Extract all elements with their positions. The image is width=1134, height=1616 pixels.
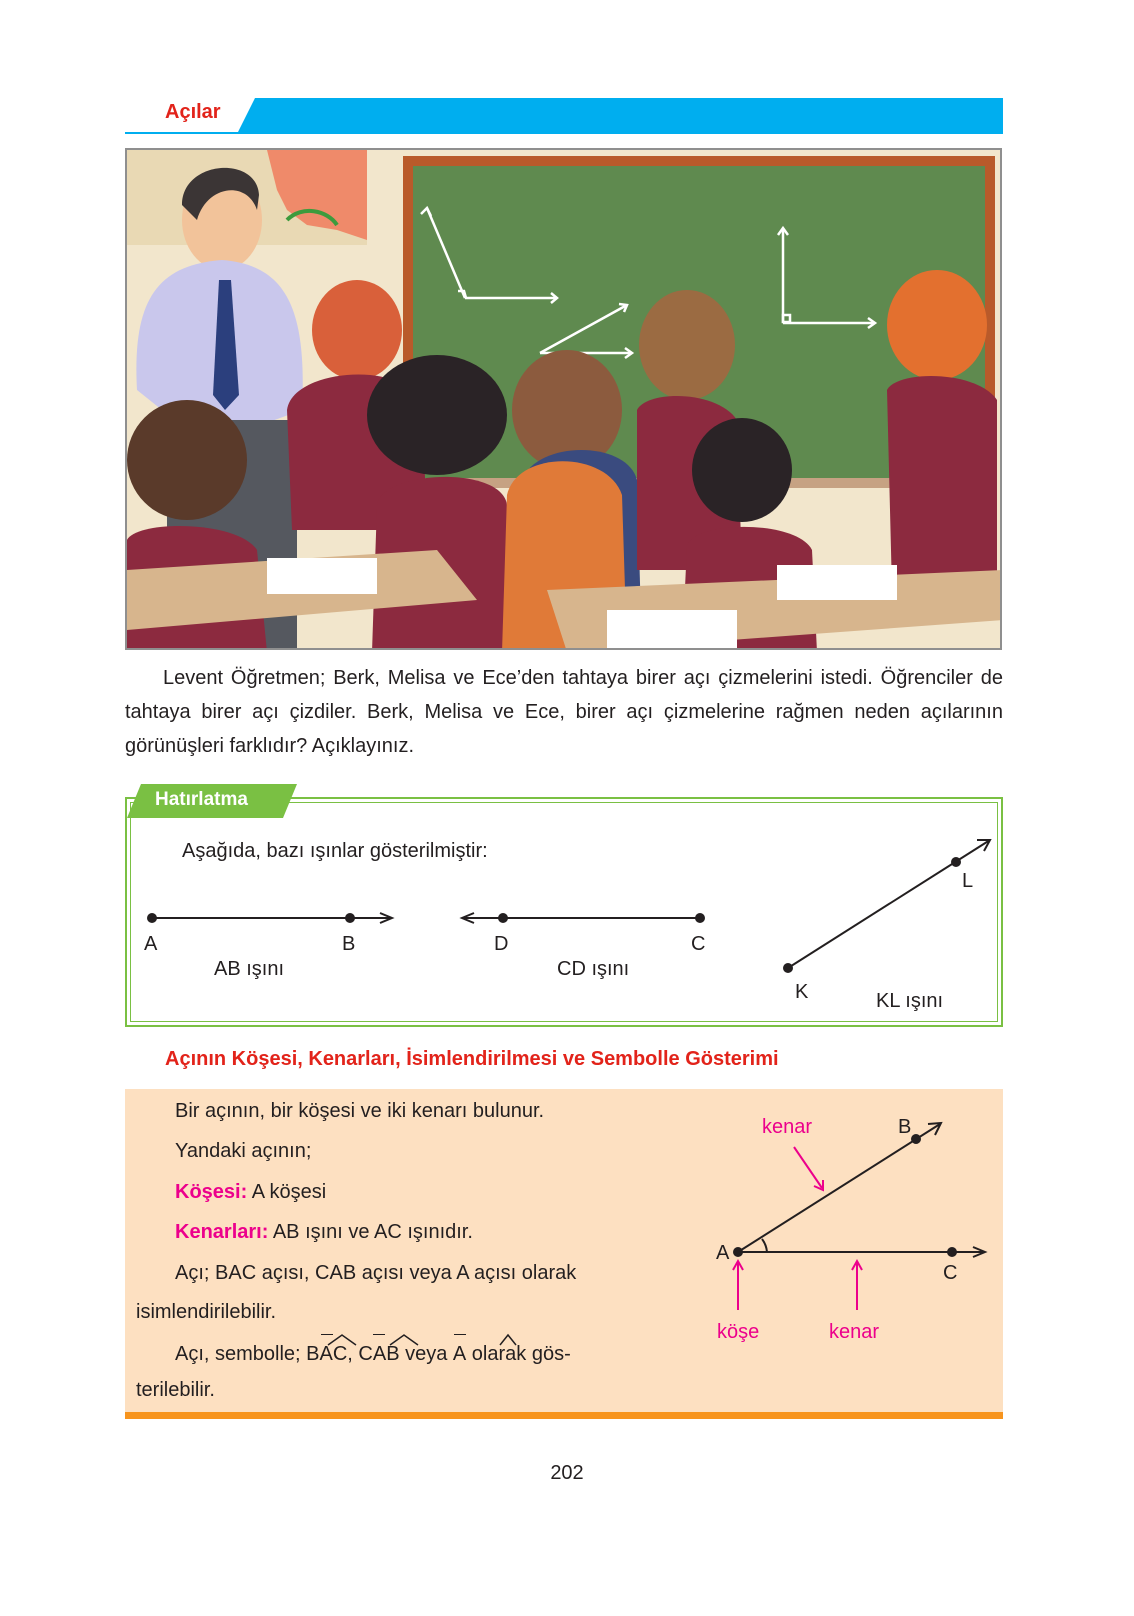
intro-paragraph	[125, 661, 1003, 763]
naming-line-1: Açı; BAC açısı, CAB açısı veya A açısı olarak	[175, 1262, 577, 1284]
ray-kl-start-label: K	[795, 981, 809, 1003]
diagram-point-b: B	[898, 1116, 912, 1138]
page-number: 202	[550, 1462, 584, 1484]
symbol-mid: veya	[399, 1343, 453, 1365]
page-title: Açılar	[165, 101, 221, 123]
symbol-line-2: terilebilir.	[136, 1379, 215, 1401]
symbol-bac: BAC	[306, 1343, 348, 1365]
reminder-text: Aşağıda, bazı ışınlar gösterilmiştir:	[182, 840, 488, 862]
diagram-kenar-bottom: kenar	[829, 1321, 880, 1343]
ray-cd-caption: CD ışını	[557, 958, 630, 980]
info-line-1: Bir açının, bir köşesi ve iki kenarı bulunur.	[175, 1100, 545, 1122]
sides-label: Kenarları:	[175, 1221, 269, 1243]
vertex-label: Köşesi:	[175, 1181, 248, 1203]
symbol-prefix: Açı, sembolle;	[175, 1343, 307, 1365]
diagram-kenar-top: kenar	[762, 1116, 813, 1138]
reminder-box	[125, 797, 1003, 1027]
diagram-point-a: A	[716, 1242, 730, 1264]
symbol-a: A	[452, 1343, 467, 1365]
ray-ab-end-label: B	[342, 933, 356, 955]
sides-value: AB ışını ve AC ışınıdır.	[268, 1221, 473, 1243]
vertex-value: A köşesi	[247, 1181, 327, 1203]
symbol-line	[175, 1343, 571, 1366]
ray-cd-start-label: D	[494, 933, 509, 955]
intro-text: Levent Öğretmen; Berk, Melisa ve Ece’den tahtaya birer açı çizmelerini istedi. Öğrenciler de tahtaya birer açı çizdiler. Berk, Melisa ve Ece, birer açı çizmelerine rağmen neden açılarının görünüşleri farklıdır? Açıklayınız.	[125, 667, 1003, 757]
classroom-illustration	[125, 148, 1002, 650]
symbol-suffix: olarak gös-	[466, 1343, 571, 1365]
diagram-kose: köşe	[717, 1321, 760, 1343]
info-box-underline	[125, 1412, 1003, 1419]
sides-line	[175, 1221, 473, 1244]
ray-ab-caption: AB ışını	[214, 958, 285, 980]
ray-kl-caption: KL ışını	[876, 990, 944, 1012]
section-title: Açının Köşesi, Kenarları, İsimlendirilmesi ve Sembolle Gösterimi	[165, 1048, 779, 1070]
vertex-line	[175, 1181, 326, 1204]
ray-cd-end-label: C	[691, 933, 706, 955]
symbol-cab: CAB	[358, 1343, 400, 1365]
ray-ab-start-label: A	[144, 933, 158, 955]
info-line-2: Yandaki açının;	[175, 1140, 312, 1162]
reminder-tab-label: Hatırlatma	[155, 789, 248, 810]
symbol-sep: ,	[347, 1343, 359, 1365]
diagram-point-c: C	[943, 1262, 958, 1284]
naming-line-2: isimlendirilebilir.	[136, 1301, 277, 1323]
ray-kl-end-label: L	[962, 870, 974, 892]
